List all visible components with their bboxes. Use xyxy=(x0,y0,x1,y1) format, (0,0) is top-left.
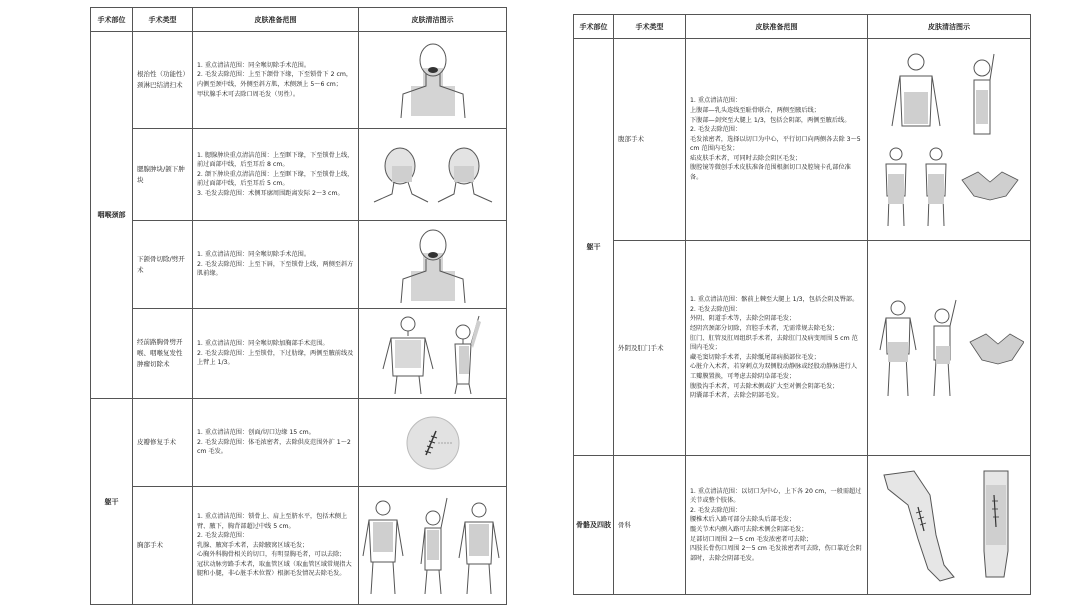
header-row xyxy=(574,15,1031,39)
limb-illustration xyxy=(868,456,1031,595)
site-cell: 咽喉颈部 xyxy=(91,32,133,399)
header-scope: 皮肤准备范围 xyxy=(686,15,868,39)
header-site: 手术部位 xyxy=(574,15,614,39)
type-cell: 骨科 xyxy=(614,456,686,595)
abdomen-illustration xyxy=(868,39,1031,241)
scope-cell: 1. 重点清洁范围：锁骨上、肩上至脐水平，包括术侧上臂、腋下，胸背部超过中线 5 cm。 2. 毛发去除范围： 乳腺、腋窝手术者，去除腋窝区域毛发； 心胸外科胸骨相关的切口，有明显胸毛者，可以去除； 冠状动脉旁路手术者，取血管区域（取血管区域常规指大腿和小腿，非心脏手术位置）根据毛发情况去除毛发。 xyxy=(193,487,359,605)
table-row xyxy=(574,241,1031,456)
torso-front-side-illustration xyxy=(359,309,507,399)
header-type: 手术类型 xyxy=(614,15,686,39)
header-illustration: 皮肤清洁图示 xyxy=(359,8,507,32)
scope-cell: 1. 重点清洁范围：同全喉切除加胸部手术范围。 2. 毛发去除范围：上至锁骨，下过肋缘，两侧至腋前线及上臂上 1/3。 xyxy=(193,309,359,399)
scope-cell: 1. 重点清洁范围：创面/切口边缘 15 cm。 2. 毛发去除范围：体毛浓密者，去除供皮范围外扩 1～2 cm 毛发。 xyxy=(193,399,359,487)
header-type: 手术类型 xyxy=(133,8,193,32)
table-row xyxy=(91,487,507,605)
left-table xyxy=(90,7,507,605)
scope-cell: 1. 重点清洁范围： 上腹部—乳头连线至耻骨联合，两侧至腋后线； 下腹部—剑突至大腿上 1/3，包括会阴部，两侧至腋后线。 2. 毛发去除范围： 毛发浓密者，选择以切口为中心，平行切口向两侧各去除 3～5 cm 范围内毛发； 疝皮肤手术者，可同时去除会阴区毛发； 腹腔镜等微创手术皮肤准备范围根据切口及腔镜卡孔部位准备。 xyxy=(686,39,868,241)
table-row xyxy=(91,309,507,399)
flap-wound-illustration xyxy=(359,399,507,487)
table-row xyxy=(574,456,1031,595)
site-cell: 骨骼及四肢 xyxy=(574,456,614,595)
type-cell: 腹部手术 xyxy=(614,39,686,241)
type-cell: 皮瓣修复手术 xyxy=(133,399,193,487)
type-cell: 经前路胸骨劈开喉、咽喉复发性肿瘤切除术 xyxy=(133,309,193,399)
type-cell: 下颌骨切除/劈开术 xyxy=(133,221,193,309)
perineum-illustration xyxy=(868,241,1031,456)
scope-cell: 1. 重点清洁范围：以切口为中心，上下各 20 cm，一般需超过关节或整个肢体。 2. 毛发去除范围： 腰椎术后入路可部分去除头后部毛发； 髋关节术内侧入路可去除术侧会阴部毛发； 足部切口周围 2～5 cm 毛发浓密者可去除； 四肢长骨伤口周围 2～5 cm 毛发浓密者可去除，伤口靠近会阴部时，去除会阴部毛发。 xyxy=(686,456,868,595)
site-cell: 躯干 xyxy=(91,399,133,605)
table-row xyxy=(91,32,507,129)
scope-cell: 1. 重点清洁范围：同全喉切除手术范围。 2. 毛发去除范围：上至下唇，下至锁骨上线，两侧至斜方肌前缘。 xyxy=(193,221,359,309)
scope-cell: 1. 腮腺肿块重点清洁范围：上至眶下缘，下至锁骨上线，前过面部中线，后至耳后 8 cm。 2. 颌下肿块重点清洁范围：上至眶下缘，下至锁骨上线，前过面部中线，后至耳后 5 cm。 3. 毛发去除范围：术侧耳廓周围距离发际 2～3 cm。 xyxy=(193,129,359,221)
table-row xyxy=(91,129,507,221)
header-scope: 皮肤准备范围 xyxy=(193,8,359,32)
chest-three-view-illustration xyxy=(359,487,507,605)
type-cell: 外阴及肛门手术 xyxy=(614,241,686,456)
type-cell: 腮腺肿块/颌下肿块 xyxy=(133,129,193,221)
site-cell: 躯干 xyxy=(574,39,614,456)
scope-cell: 1. 重点清洁范围：同全喉切除手术范围。 2. 毛发去除范围：上至下颌骨下缘，下至锁骨下 2 cm，内侧至颈中线，外侧至斜方肌，术侧颈上 5～6 cm； 甲状腺手术可去除口周毛发（男性）。 xyxy=(193,32,359,129)
table-row xyxy=(91,221,507,309)
type-cell: 根治性（功能性）颈淋巴结清扫术 xyxy=(133,32,193,129)
neck-front-illustration xyxy=(359,221,507,309)
header-site: 手术部位 xyxy=(91,8,133,32)
right-table xyxy=(573,14,1031,595)
header-row xyxy=(91,8,507,32)
table-row xyxy=(574,39,1031,241)
type-cell: 胸部手术 xyxy=(133,487,193,605)
head-side-illustration xyxy=(359,129,507,221)
table-row xyxy=(91,399,507,487)
header-illustration: 皮肤清洁图示 xyxy=(868,15,1031,39)
scope-cell: 1. 重点清洁范围：髂前上棘至大腿上 1/3，包括会阴及臀部。 2. 毛发去除范围： 外阴、阴道手术等，去除会阴部毛发； 经阴宫颈部分切除，宫腔手术者，无需常规去除毛发； 肛门、肛管及肛周组织手术者，去除肛门及病变周围 5 cm 范围内毛发； 藏毛窦切除手术者，去除骶尾部病损部位毛发； 心脏介入术者，若穿刺点为双侧股动静脉或经股动静脉进行人工瓣膜置换，可考虑去除阴阜部毛发； 腹股沟手术者，可去除术侧或扩大至对侧会阴部毛发； 阴囊部手术者，去除会阴部毛发。 xyxy=(686,241,868,456)
neck-front-illustration xyxy=(359,32,507,129)
